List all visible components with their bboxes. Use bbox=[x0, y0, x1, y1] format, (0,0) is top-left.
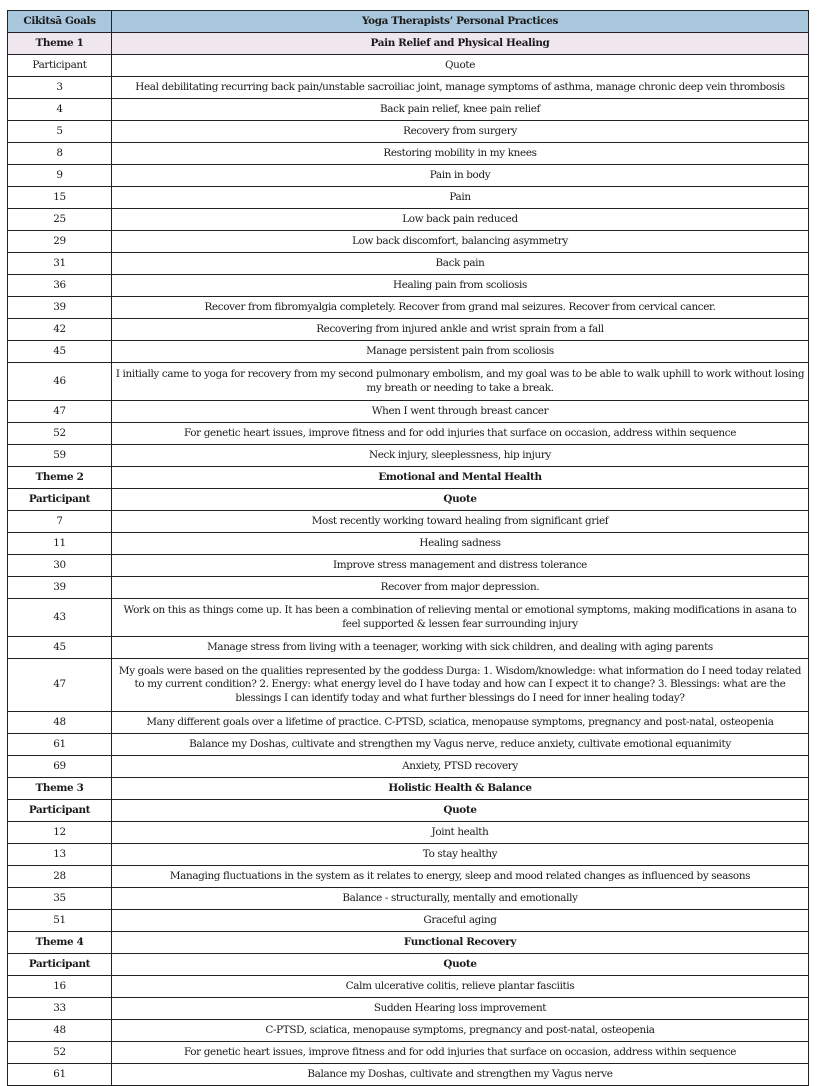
participant-id: 31 bbox=[8, 253, 112, 275]
participant-id: 59 bbox=[8, 445, 112, 467]
participant-quote: Anxiety, PTSD recovery bbox=[112, 756, 809, 778]
participant-id: 47 bbox=[8, 659, 112, 712]
participant-quote: Recovery from surgery bbox=[112, 121, 809, 143]
participant-quote: Pain in body bbox=[112, 165, 809, 187]
participant-quote: I initially came to yoga for recovery from my second pulmonary embolism, and my goal was to be able to walk uphill to work without losing my breath or needing to take a break. bbox=[112, 363, 809, 401]
quote-column-label: Quote bbox=[112, 55, 809, 77]
participant-id: 4 bbox=[8, 99, 112, 121]
theme-label: Theme 1 bbox=[8, 33, 112, 55]
participant-id: 5 bbox=[8, 121, 112, 143]
participant-quote: Recover from major depression. bbox=[112, 577, 809, 599]
table-row bbox=[8, 99, 809, 121]
column-subheader-row bbox=[8, 954, 809, 976]
quote-column-label: Quote bbox=[112, 800, 809, 822]
participant-quote: Recover from fibromyalgia completely. Recover from grand mal seizures. Recover from cervical cancer. bbox=[112, 297, 809, 319]
table-row bbox=[8, 888, 809, 910]
participant-quote: Balance my Doshas, cultivate and strengthen my Vagus nerve, reduce anxiety, cultivate emotional equanimity bbox=[112, 734, 809, 756]
participant-column-label: Participant bbox=[8, 800, 112, 822]
header-personal-practices: Yoga Therapists’ Personal Practices bbox=[112, 11, 809, 33]
column-subheader-row bbox=[8, 489, 809, 511]
participant-id: 15 bbox=[8, 187, 112, 209]
table-row bbox=[8, 822, 809, 844]
table-row bbox=[8, 555, 809, 577]
participant-quote: Healing sadness bbox=[112, 533, 809, 555]
participant-quote: For genetic heart issues, improve fitness and for odd injuries that surface on occasion, address within sequence bbox=[112, 1042, 809, 1064]
participant-id: 46 bbox=[8, 363, 112, 401]
participant-quote: Balance my Doshas, cultivate and strengthen my Vagus nerve bbox=[112, 1064, 809, 1086]
table-row bbox=[8, 275, 809, 297]
participant-quote: Recovering from injured ankle and wrist sprain from a fall bbox=[112, 319, 809, 341]
table-row bbox=[8, 577, 809, 599]
table-row bbox=[8, 734, 809, 756]
theme-label: Theme 3 bbox=[8, 778, 112, 800]
table-row bbox=[8, 77, 809, 99]
participant-quote: Joint health bbox=[112, 822, 809, 844]
participant-quote: Back pain bbox=[112, 253, 809, 275]
participant-quote: Most recently working toward healing from significant grief bbox=[112, 511, 809, 533]
table-row bbox=[8, 143, 809, 165]
participant-quote: Healing pain from scoliosis bbox=[112, 275, 809, 297]
participant-id: 69 bbox=[8, 756, 112, 778]
table-row bbox=[8, 1042, 809, 1064]
participant-quote: For genetic heart issues, improve fitness and for odd injuries that surface on occasion, address within sequence bbox=[112, 423, 809, 445]
theme-row bbox=[8, 467, 809, 489]
participant-quote: Low back pain reduced bbox=[112, 209, 809, 231]
participant-id: 30 bbox=[8, 555, 112, 577]
participant-id: 52 bbox=[8, 1042, 112, 1064]
table-row bbox=[8, 1064, 809, 1086]
cikitsa-goals-table bbox=[7, 10, 809, 1086]
quote-column-label: Quote bbox=[112, 489, 809, 511]
table-row bbox=[8, 910, 809, 932]
table-row bbox=[8, 756, 809, 778]
theme-title: Functional Recovery bbox=[112, 932, 809, 954]
participant-id: 43 bbox=[8, 599, 112, 637]
table-row bbox=[8, 401, 809, 423]
participant-column-label: Participant bbox=[8, 489, 112, 511]
participant-id: 16 bbox=[8, 976, 112, 998]
participant-id: 45 bbox=[8, 341, 112, 363]
participant-id: 28 bbox=[8, 866, 112, 888]
participant-id: 61 bbox=[8, 1064, 112, 1086]
participant-quote: My goals were based on the qualities represented by the goddess Durga: 1. Wisdom/knowledge: what information do I need today related to my current condition? 2. Energy: what energy level do I have today and how can I expect it to change? 3. Blessings: what are the blessings I can identify today and what further blessings do I need for inner healing today? bbox=[112, 659, 809, 712]
table-row bbox=[8, 121, 809, 143]
participant-quote: Managing fluctuations in the system as it relates to energy, sleep and mood related changes as influenced by seasons bbox=[112, 866, 809, 888]
participant-id: 48 bbox=[8, 1020, 112, 1042]
participant-id: 33 bbox=[8, 998, 112, 1020]
participant-id: 9 bbox=[8, 165, 112, 187]
table-row bbox=[8, 976, 809, 998]
participant-quote: Manage stress from living with a teenager, working with sick children, and dealing with aging parents bbox=[112, 637, 809, 659]
table-row bbox=[8, 253, 809, 275]
participant-id: 25 bbox=[8, 209, 112, 231]
participant-quote: To stay healthy bbox=[112, 844, 809, 866]
table-row bbox=[8, 297, 809, 319]
participant-quote: Improve stress management and distress tolerance bbox=[112, 555, 809, 577]
table-row bbox=[8, 363, 809, 401]
theme-label: Theme 2 bbox=[8, 467, 112, 489]
participant-quote: Sudden Hearing loss improvement bbox=[112, 998, 809, 1020]
table-row bbox=[8, 187, 809, 209]
participant-quote: Work on this as things come up. It has been a combination of relieving mental or emotional symptoms, making modifications in asana to feel supported & lessen fear surrounding injury bbox=[112, 599, 809, 637]
table-row bbox=[8, 1020, 809, 1042]
participant-quote: C-PTSD, sciatica, menopause symptoms, pregnancy and post-natal, osteopenia bbox=[112, 1020, 809, 1042]
participant-quote: Calm ulcerative colitis, relieve plantar fasciitis bbox=[112, 976, 809, 998]
participant-id: 45 bbox=[8, 637, 112, 659]
participant-id: 35 bbox=[8, 888, 112, 910]
participant-id: 61 bbox=[8, 734, 112, 756]
participant-quote: Graceful aging bbox=[112, 910, 809, 932]
column-subheader-row bbox=[8, 800, 809, 822]
table-row bbox=[8, 423, 809, 445]
participant-id: 12 bbox=[8, 822, 112, 844]
theme-label: Theme 4 bbox=[8, 932, 112, 954]
participant-quote: Many different goals over a lifetime of practice. C-PTSD, sciatica, menopause symptoms, pregnancy and post-natal, osteopenia bbox=[112, 712, 809, 734]
participant-column-label: Participant bbox=[8, 55, 112, 77]
participant-id: 52 bbox=[8, 423, 112, 445]
participant-quote: Pain bbox=[112, 187, 809, 209]
table-row bbox=[8, 599, 809, 637]
header-cikitsa-goals: Cikitsā Goals bbox=[8, 11, 112, 33]
theme-title: Holistic Health & Balance bbox=[112, 778, 809, 800]
participant-id: 51 bbox=[8, 910, 112, 932]
participant-quote: Neck injury, sleeplessness, hip injury bbox=[112, 445, 809, 467]
table-row bbox=[8, 659, 809, 712]
theme-row bbox=[8, 932, 809, 954]
table-row bbox=[8, 637, 809, 659]
participant-quote: Restoring mobility in my knees bbox=[112, 143, 809, 165]
table-header-row bbox=[8, 11, 809, 33]
participant-id: 39 bbox=[8, 297, 112, 319]
participant-id: 39 bbox=[8, 577, 112, 599]
table-row bbox=[8, 319, 809, 341]
participant-id: 11 bbox=[8, 533, 112, 555]
participant-id: 42 bbox=[8, 319, 112, 341]
participant-id: 3 bbox=[8, 77, 112, 99]
theme-row bbox=[8, 778, 809, 800]
table-row bbox=[8, 511, 809, 533]
participant-quote: Manage persistent pain from scoliosis bbox=[112, 341, 809, 363]
table-row bbox=[8, 712, 809, 734]
table-row bbox=[8, 445, 809, 467]
theme-title: Emotional and Mental Health bbox=[112, 467, 809, 489]
participant-id: 7 bbox=[8, 511, 112, 533]
column-subheader-row bbox=[8, 55, 809, 77]
participant-quote: When I went through breast cancer bbox=[112, 401, 809, 423]
table-row bbox=[8, 209, 809, 231]
theme-title: Pain Relief and Physical Healing bbox=[112, 33, 809, 55]
theme-row bbox=[8, 33, 809, 55]
table-body bbox=[8, 11, 809, 1086]
table-row bbox=[8, 231, 809, 253]
participant-quote: Back pain relief, knee pain relief bbox=[112, 99, 809, 121]
participant-id: 48 bbox=[8, 712, 112, 734]
participant-id: 47 bbox=[8, 401, 112, 423]
participant-column-label: Participant bbox=[8, 954, 112, 976]
participant-quote: Heal debilitating recurring back pain/unstable sacroiliac joint, manage symptoms of asthma, manage chronic deep vein thrombosis bbox=[112, 77, 809, 99]
participant-id: 29 bbox=[8, 231, 112, 253]
quote-column-label: Quote bbox=[112, 954, 809, 976]
table-row bbox=[8, 533, 809, 555]
participant-quote: Balance - structurally, mentally and emotionally bbox=[112, 888, 809, 910]
participant-id: 36 bbox=[8, 275, 112, 297]
participant-id: 8 bbox=[8, 143, 112, 165]
participant-id: 13 bbox=[8, 844, 112, 866]
table-row bbox=[8, 165, 809, 187]
table-row bbox=[8, 844, 809, 866]
table-row bbox=[8, 341, 809, 363]
table-row bbox=[8, 866, 809, 888]
participant-quote: Low back discomfort, balancing asymmetry bbox=[112, 231, 809, 253]
table-row bbox=[8, 998, 809, 1020]
